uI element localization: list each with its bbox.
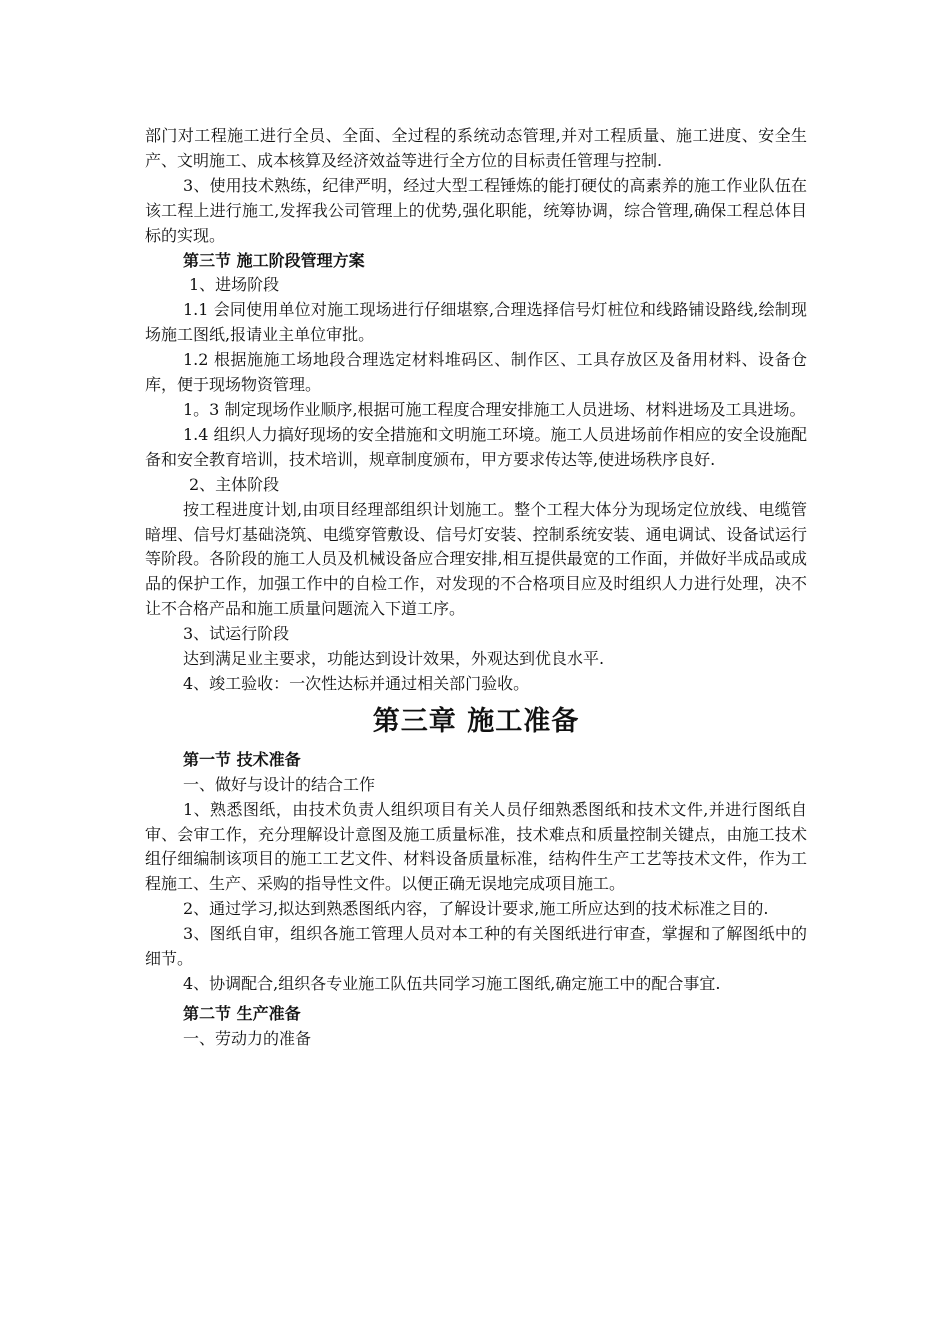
paragraph-1-3: 1。3 制定现场作业顺序,根据可施工程度合理安排施工人员进场、材料进场及工具进场。: [183, 399, 806, 419]
section-heading-production-prep: 第二节 生产准备: [183, 1003, 301, 1023]
paragraph-drawings-familiarize: 1、熟悉图纸，由技术负责人组织项目有关人员仔细熟悉图纸和技术文件,并进行图纸自审、会审工作，充分理解设计意图及施工质量标准，技术难点和质量控制关键点，由施工技术组仔细编制该项目的施工工艺文件、材料设备质量标准，结构件生产工艺等技术文件，作为工程施工、生产、采购的指导性文件。以便正确无误地完成项目施工。: [145, 799, 807, 894]
subheading-labor-prep: 一、劳动力的准备: [183, 1028, 312, 1048]
paragraph-study: 2、通过学习,拟达到熟悉图纸内容，了解设计要求,施工所应达到的技术标准之目的.: [183, 899, 769, 919]
document-page: [145, 124, 807, 1052]
subheading-main-stage: 2、主体阶段: [189, 474, 280, 494]
section-heading-technical-prep: 第一节 技术准备: [183, 749, 301, 769]
section-heading-stage-management: 第三节 施工阶段管理方案: [183, 250, 365, 270]
paragraph-1-2: 1.2 根据施施工场地段合理选定材料堆码区、制作区、工具存放区及备用材料、设备仓库，便于现场物资管理。: [145, 350, 807, 395]
paragraph-item-3-team: 3、使用技术熟练，纪律严明，经过大型工程锤炼的能打硬仗的高素养的施工作业队伍在该工程上进行施工,发挥我公司管理上的优势,强化职能，统筹协调，综合管理,确保工程总体目标的实现。: [145, 175, 807, 245]
paragraph-1-4: 1.4 组织人力搞好现场的安全措施和文明施工环境。施工人员进场前作相应的安全设施配备和安全教育培训，技术培训，规章制度颁布，甲方要求传达等,使进场秩序良好.: [145, 424, 807, 469]
subheading-trial-run: 3、试运行阶段: [183, 624, 290, 644]
chapter-title: 第三章 施工准备: [372, 705, 580, 737]
paragraph-self-review: 3、图纸自审，组织各施工管理人员对本工种的有关图纸进行审查，掌握和了解图纸中的细节。: [145, 924, 807, 969]
paragraph-acceptance: 4、竣工验收：一次性达标并通过相关部门验收。: [183, 673, 530, 693]
paragraph-trial-run: 达到满足业主要求，功能达到设计效果，外观达到优良水平.: [183, 649, 605, 669]
paragraph-management-scope: 部门对工程施工进行全员、全面、全过程的系统动态管理,并对工程质量、施工进度、安全生产、文明施工、成本核算及经济效益等进行全方位的目标责任管理与控制.: [145, 126, 807, 170]
paragraph-main-stage: 按工程进度计划,由项目经理部组织计划施工。整个工程大体分为现场定位放线、电缆管暗埋、信号灯基础浇筑、电缆穿管敷设、信号灯安装、控制系统安装、通电调试、设备试运行等阶段。各阶段的施工人员及机械设备应合理安排,相互提供最宽的工作面，并做好半成品或成品的保护工作，加强工作中的自检工作，对发现的不合格项目应及时组织人力进行处理，决不让不合格产品和施工质量问题流入下道工序。: [145, 499, 807, 619]
paragraph-1-1: 1.1 会同使用单位对施工现场进行仔细堪察,合理选择信号灯桩位和线路铺设路线,绘制现场施工图纸,报请业主单位审批。: [145, 300, 807, 345]
subheading-entry-stage: 1、进场阶段: [189, 275, 280, 295]
paragraph-coordination: 4、协调配合,组织各专业施工队伍共同学习施工图纸,确定施工中的配合事宜.: [183, 974, 721, 993]
subheading-design-coordination: 一、做好与设计的结合工作: [183, 774, 376, 794]
